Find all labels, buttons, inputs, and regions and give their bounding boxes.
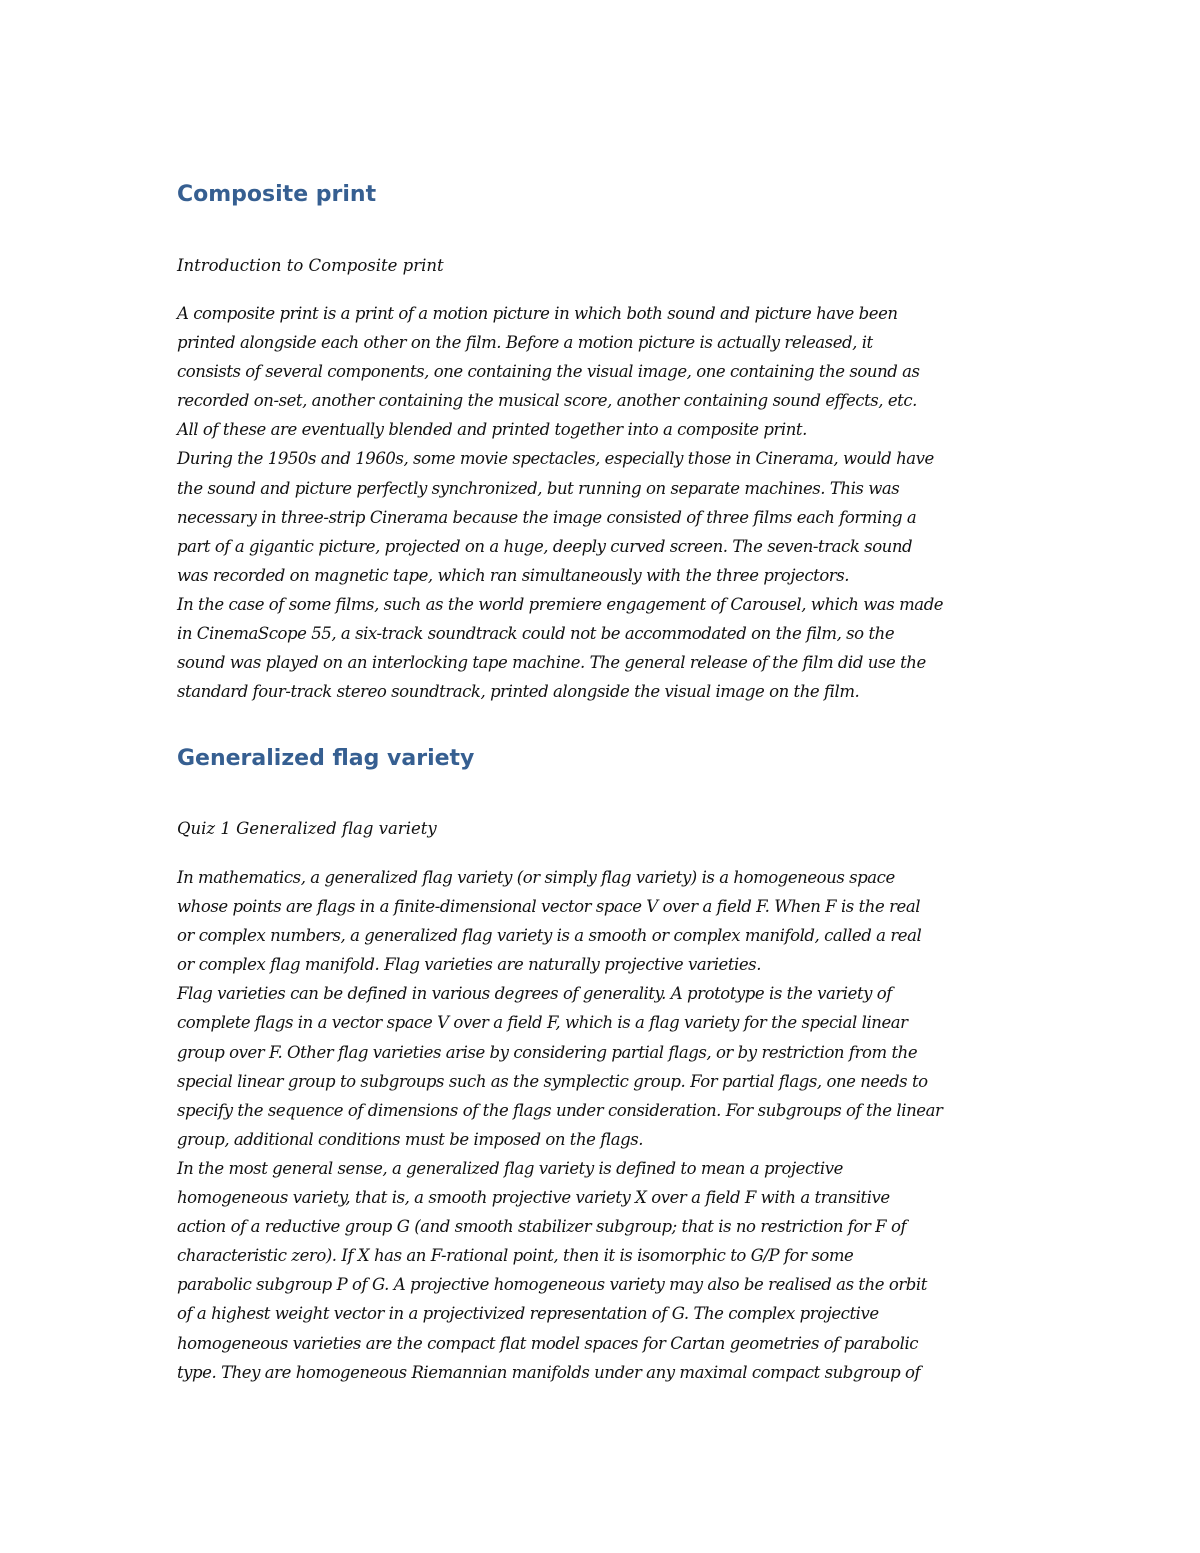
body-line: sound was played on an interlocking tape machine. The general release of the film did use the — [177, 653, 926, 673]
section-body-generalized-flag-variety — [177, 863, 1037, 1387]
body-line: parabolic subgroup P of G. A projective homogeneous variety may also be realised as the orbit — [177, 1275, 927, 1295]
body-line: recorded on-set, another containing the musical score, another containing sound effects, etc. — [177, 391, 917, 411]
body-line: whose points are flags in a finite-dimensional vector space V over a field F. When F is the real — [177, 897, 921, 917]
body-line: homogeneous variety, that is, a smooth projective variety X over a field F with a transitive — [177, 1188, 890, 1208]
body-line: In the case of some films, such as the world premiere engagement of Carousel, which was made — [177, 594, 944, 614]
body-line: of a highest weight vector in a projectivized representation of G. The complex projective — [177, 1304, 879, 1324]
section-body-composite-print — [177, 299, 1037, 706]
body-line: or complex numbers, a generalized flag variety is a smooth or complex manifold, called a real — [177, 926, 922, 946]
body-line: A composite print is a print of a motion picture in which both sound and picture have been — [177, 304, 898, 323]
body-line: group over F. Other flag varieties arise by considering partial flags, or by restriction from the — [177, 1042, 918, 1062]
body-line: necessary in three-strip Cinerama because the image consisted of three films each forming a — [177, 507, 917, 527]
body-line: In mathematics, a generalized flag variety (or simply flag variety) is a homogeneous space — [177, 868, 895, 887]
body-line: consists of several components, one containing the visual image, one containing the sound as — [177, 362, 920, 382]
body-line: In the most general sense, a generalized flag variety is defined to mean a projective — [177, 1158, 843, 1178]
section-subtitle-composite-print: Introduction to Composite print — [177, 256, 444, 275]
body-line: characteristic zero). If X has an F-rational point, then it is isomorphic to G/P for some — [177, 1246, 854, 1266]
body-line: type. They are homogeneous Riemannian manifolds under any maximal compact subgroup of — [177, 1362, 921, 1382]
body-line: part of a gigantic picture, projected on a huge, deeply curved screen. The seven-track sound — [177, 536, 913, 556]
body-line: All of these are eventually blended and printed together into a composite print. — [177, 420, 807, 440]
body-line: specify the sequence of dimensions of the flags under consideration. For subgroups of the linear — [177, 1100, 943, 1120]
body-line: special linear group to subgroups such as the symplectic group. For partial flags, one needs to — [177, 1071, 928, 1091]
section-subtitle-generalized-flag-variety: Quiz 1 Generalized flag variety — [177, 819, 437, 838]
body-line: Flag varieties can be defined in various degrees of generality. A prototype is the variety of — [177, 984, 892, 1004]
body-line: or complex flag manifold. Flag varieties are naturally projective varieties. — [177, 955, 761, 975]
body-line: the sound and picture perfectly synchronized, but running on separate machines. This was — [177, 478, 900, 498]
body-line: printed alongside each other on the film. Before a motion picture is actually released, it — [177, 333, 873, 353]
body-line: was recorded on magnetic tape, which ran simultaneously with the three projectors. — [177, 565, 850, 585]
body-line: standard four-track stereo soundtrack, printed alongside the visual image on the film. — [177, 682, 860, 702]
section-heading-generalized-flag-variety: Generalized flag variety — [177, 746, 475, 771]
body-line: homogeneous varieties are the compact flat model spaces for Cartan geometries of parabolic — [177, 1333, 919, 1353]
body-line: action of a reductive group G (and smooth stabilizer subgroup; that is no restriction for F of — [177, 1217, 907, 1237]
body-line: in CinemaScope 55, a six-track soundtrack could not be accommodated on the film, so the — [177, 624, 895, 644]
body-line: During the 1950s and 1960s, some movie spectacles, especially those in Cinerama, would have — [177, 449, 934, 469]
body-line: complete flags in a vector space V over a field F, which is a flag variety for the special linear — [177, 1013, 908, 1033]
body-line: group, additional conditions must be imposed on the flags. — [177, 1129, 644, 1149]
section-heading-composite-print: Composite print — [177, 182, 377, 207]
